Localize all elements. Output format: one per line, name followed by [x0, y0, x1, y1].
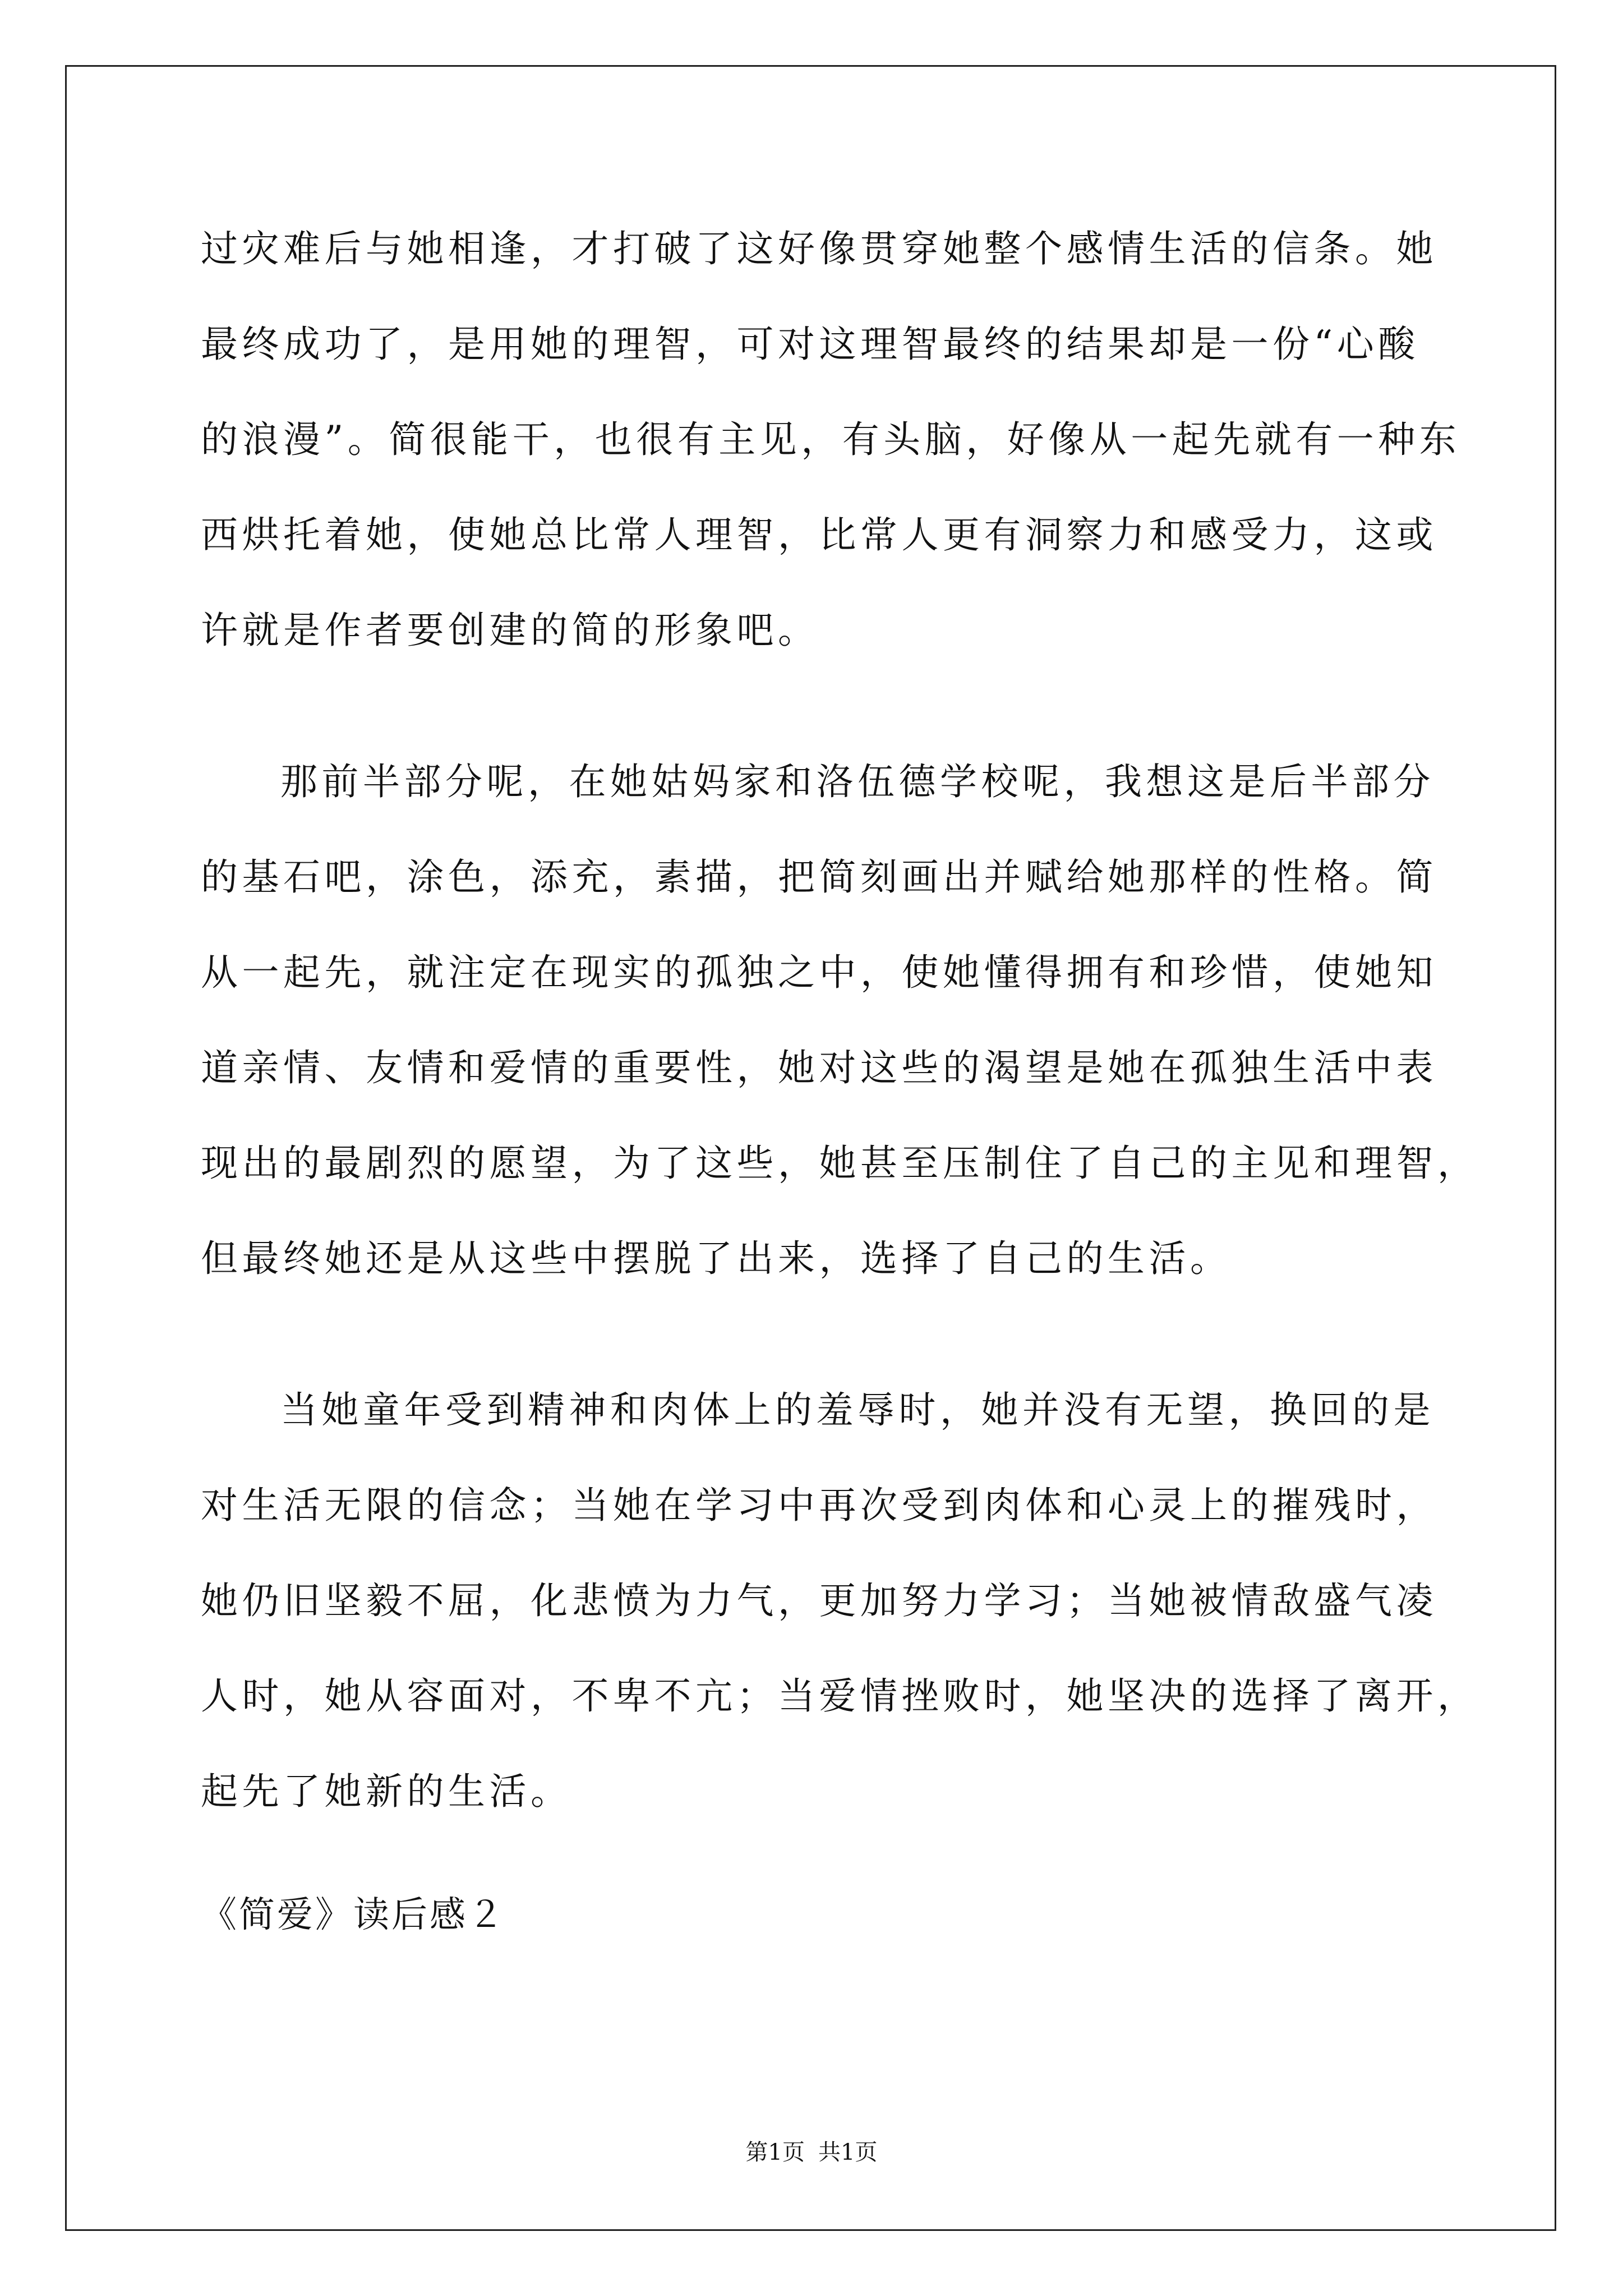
- body-line: 但最终她还是从这些中摆脱了出来，选择了自己的生活。: [201, 1237, 1232, 1280]
- body-line: 人时，她从容面对，不卑不亢；当爱情挫败时，她坚决的选择了离开，: [201, 1674, 1479, 1718]
- page-footer: [0, 2138, 1623, 2166]
- body-line: 过灾难后与她相逢，才打破了这好像贯穿她整个感情生活的信条。她: [201, 227, 1437, 270]
- section-title: 《简爱》读后感２: [201, 1894, 506, 1936]
- body-line: 她仍旧坚毅不屈，化悲愤为力气，更加努力学习；当她被情敌盛气凌: [201, 1579, 1437, 1622]
- body-line: 许就是作者要创建的简的形象吧。: [201, 609, 819, 652]
- body-line: 从一起先，就注定在现实的孤独之中，使她懂得拥有和珍惜，使她知: [201, 951, 1437, 994]
- body-line: 道亲情、友情和爱情的重要性，她对这些的渴望是她在孤独生活中表: [201, 1046, 1437, 1089]
- body-line: 西烘托着她，使她总比常人理智，比常人更有洞察力和感受力，这或: [201, 513, 1437, 556]
- page-total: 共1页: [818, 2139, 878, 2165]
- body-line: 对生活无限的信念；当她在学习中再次受到肉体和心灵上的摧残时，: [201, 1484, 1437, 1527]
- body-line: 的基石吧，涂色，添充，素描，把简刻画出并赋给她那样的性格。简: [201, 855, 1437, 899]
- body-line: 现出的最剧烈的愿望，为了这些，她甚至压制住了自己的主见和理智，: [201, 1142, 1479, 1185]
- body-line: 起先了她新的生活。: [201, 1770, 572, 1813]
- body-line: 的浪漫”。简很能干，也很有主见，有头脑，好像从一起先就有一种东: [201, 418, 1461, 461]
- body-line: 最终成功了，是用她的理智，可对这理智最终的结果却是一份“心酸: [201, 323, 1419, 366]
- body-line: 当她童年受到精神和肉体上的羞辱时，她并没有无望，换回的是: [280, 1388, 1435, 1432]
- page-number: 第1页: [745, 2139, 805, 2165]
- body-line: 那前半部分呢，在她姑妈家和洛伍德学校呢，我想这是后半部分: [280, 760, 1435, 803]
